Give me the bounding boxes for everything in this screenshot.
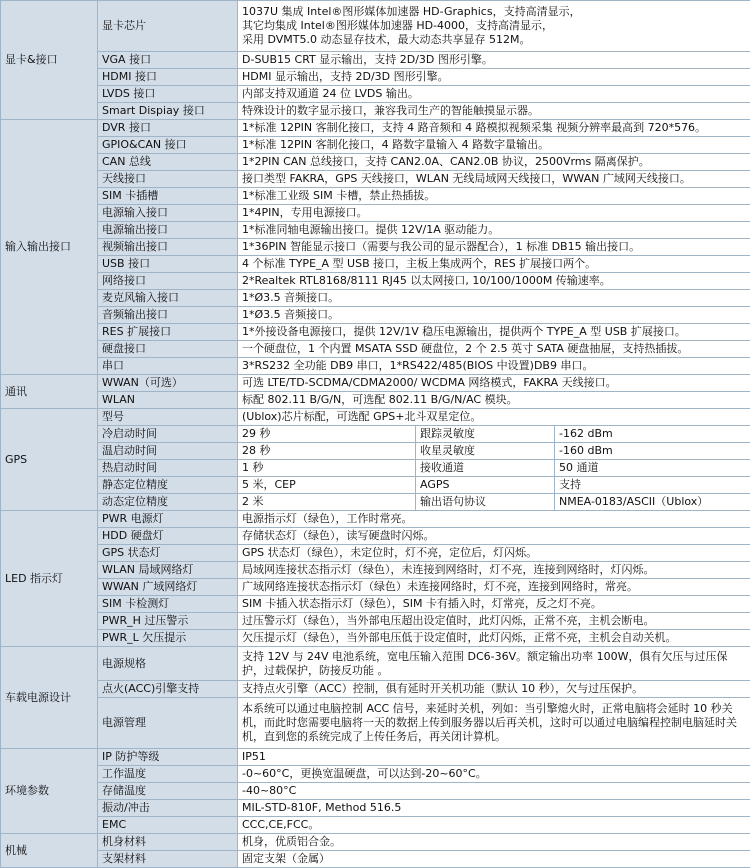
table-row <box>1 528 750 545</box>
table-row <box>1 69 750 86</box>
spec-label: 工作温度 <box>98 766 238 783</box>
spec-label: 热启动时间 <box>98 460 238 477</box>
spec-label: WWAN 广域网络灯 <box>98 579 238 596</box>
spec-value: 1*Ø3.5 音频接口。 <box>238 290 750 307</box>
table-row <box>1 681 750 698</box>
spec-value: 存储状态灯（绿色），读写硬盘时闪烁。 <box>238 528 750 545</box>
table-row <box>1 256 750 273</box>
spec-value: 1*Ø3.5 音频接口。 <box>238 307 750 324</box>
spec-label: 网络接口 <box>98 273 238 290</box>
spec-label: 支架材料 <box>98 851 238 868</box>
table-row <box>1 851 750 868</box>
table-row <box>1 324 750 341</box>
spec-value: 1*标准 12PIN 客制化接口，支持 4 路音频和 4 路模拟视频采集 视频分辨率最高到 720*576。 <box>238 120 750 137</box>
spec-value: 4 个标准 TYPE_A 型 USB 接口，主板上集成两个，RES 扩展接口两个。 <box>238 256 750 273</box>
spec-label: 串口 <box>98 358 238 375</box>
spec-value: 支持 12V 与 24V 电池系统，宽电压输入范围 DC6-36V。额定输出功率 100W，俱有欠压与过压保护，过载保护，防接反功能 。 <box>238 647 750 681</box>
spec-value: -0~60°C，更换宽温硬盘，可以达到-20~60°C。 <box>238 766 750 783</box>
spec-value: D-SUB15 CRT 显示输出，支持 2D/3D 图形引擎。 <box>238 52 750 69</box>
spec-value: 可选 LTE/TD-SCDMA/CDMA2000/ WCDMA 网络模式，FAKRA 天线接口。 <box>238 375 750 392</box>
spec-label: 型号 <box>98 409 238 426</box>
value-line: 采用 DVMT5.0 动态显存技术，最大动态共享显存 512M。 <box>242 33 746 47</box>
category-cell: 通讯 <box>1 375 98 409</box>
table-row <box>1 273 750 290</box>
spec-label: 显卡芯片 <box>98 1 238 52</box>
table-row <box>1 749 750 766</box>
spec-label: PWR_H 过压警示 <box>98 613 238 630</box>
spec-label-secondary: 输出语句协议 <box>416 494 555 511</box>
spec-value: 一个硬盘位，1 个内置 MSATA SSD 硬盘位，2 个 2.5 英寸 SATA 硬盘抽屉，支持热插拔。 <box>238 341 750 358</box>
spec-label-secondary: 收星灵敏度 <box>416 443 555 460</box>
table-row <box>1 341 750 358</box>
spec-label: SIM 卡插槽 <box>98 188 238 205</box>
spec-label: GPS 状态灯 <box>98 545 238 562</box>
spec-label: 音频输出接口 <box>98 307 238 324</box>
spec-label: WWAN（可选） <box>98 375 238 392</box>
spec-label: 电源输入接口 <box>98 205 238 222</box>
table-row <box>1 392 750 409</box>
table-row <box>1 307 750 324</box>
spec-label: Smart Dispiay 接口 <box>98 103 238 120</box>
table-row <box>1 290 750 307</box>
spec-label: USB 接口 <box>98 256 238 273</box>
spec-label: 静态定位精度 <box>98 477 238 494</box>
table-row <box>1 834 750 851</box>
table-row <box>1 103 750 120</box>
spec-label: SIM 卡检测灯 <box>98 596 238 613</box>
spec-label-secondary: AGPS <box>416 477 555 494</box>
spec-value: -40~80°C <box>238 783 750 800</box>
spec-label: 存储温度 <box>98 783 238 800</box>
spec-label: HDD 硬盘灯 <box>98 528 238 545</box>
category-cell: 环境参数 <box>1 749 98 834</box>
spec-value: 1*标准工业级 SIM 卡槽，禁止热插拔。 <box>238 188 750 205</box>
spec-label: 麦克风输入接口 <box>98 290 238 307</box>
table-row <box>1 613 750 630</box>
table-row <box>1 511 750 528</box>
table-row <box>1 477 750 494</box>
spec-label: VGA 接口 <box>98 52 238 69</box>
spec-value: 1 秒 <box>238 460 416 477</box>
spec-value-secondary: -160 dBm <box>555 443 750 460</box>
spec-label: 电源输出接口 <box>98 222 238 239</box>
spec-value: 支持点火引擎（ACC）控制，俱有延时开关机功能（默认 10 秒），欠与过压保护。 <box>238 681 750 698</box>
table-row <box>1 375 750 392</box>
table-row <box>1 120 750 137</box>
spec-label: 机身材料 <box>98 834 238 851</box>
table-row <box>1 222 750 239</box>
spec-label: LVDS 接口 <box>98 86 238 103</box>
table-row <box>1 698 750 749</box>
table-row <box>1 443 750 460</box>
spec-label: 振动/冲击 <box>98 800 238 817</box>
spec-value: 1*4PIN，专用电源接口。 <box>238 205 750 222</box>
spec-label: 冷启动时间 <box>98 426 238 443</box>
table-row <box>1 188 750 205</box>
spec-value: 内部支持双通道 24 位 LVDS 输出。 <box>238 86 750 103</box>
category-cell: LED 指示灯 <box>1 511 98 647</box>
table-row <box>1 52 750 69</box>
spec-value: 1*外接设备电源接口，提供 12V/1V 稳压电源输出，提供两个 TYPE_A 型 USB 扩展接口。 <box>238 324 750 341</box>
table-row <box>1 817 750 834</box>
spec-value: 1*标准同轴电源输出接口。提供 12V/1A 驱动能力。 <box>238 222 750 239</box>
value-line: 1037U 集成 Intel®图形媒体加速器 HD-Graphics，支持高清显示， <box>242 5 746 19</box>
table-row <box>1 137 750 154</box>
spec-label: PWR_L 欠压提示 <box>98 630 238 647</box>
spec-value: SIM 卡插入状态指示灯（绿色），SIM 卡有插入时，灯常亮，反之灯不亮。 <box>238 596 750 613</box>
spec-value-secondary: -162 dBm <box>555 426 750 443</box>
spec-value-secondary: 支持 <box>555 477 750 494</box>
spec-value: 过压警示灯（绿色），当外部电压超出设定值时，此灯闪烁，正常不亮，主机会断电。 <box>238 613 750 630</box>
spec-value: 电源指示灯（绿色），工作时常亮。 <box>238 511 750 528</box>
spec-value: 1*36PIN 智能显示接口（需要与我公司的显示器配合），1 标准 DB15 输出接口。 <box>238 239 750 256</box>
spec-value: IP51 <box>238 749 750 766</box>
table-row <box>1 460 750 477</box>
spec-value: 标配 802.11 B/G/N，可选配 802.11 B/G/N/AC 模块。 <box>238 392 750 409</box>
spec-label-secondary: 接收通道 <box>416 460 555 477</box>
spec-value: 2 米 <box>238 494 416 511</box>
spec-value: 28 秒 <box>238 443 416 460</box>
table-row <box>1 426 750 443</box>
spec-value: 接口类型 FAKRA，GPS 天线接口，WLAN 无线局域网天线接口，WWAN 广域网天线接口。 <box>238 171 750 188</box>
spec-label: 硬盘接口 <box>98 341 238 358</box>
table-row <box>1 783 750 800</box>
table-row <box>1 205 750 222</box>
table-row <box>1 494 750 511</box>
spec-value: 固定支架（金属） <box>238 851 750 868</box>
spec-label: CAN 总线 <box>98 154 238 171</box>
spec-value: 机身，优质铝合金。 <box>238 834 750 851</box>
table-row <box>1 800 750 817</box>
spec-label: GPIO&CAN 接口 <box>98 137 238 154</box>
table-row <box>1 154 750 171</box>
spec-value: 3*RS232 全功能 DB9 串口，1*RS422/485(BIOS 中设置)DB9 串口。 <box>238 358 750 375</box>
table-row <box>1 562 750 579</box>
spec-value: 局域网连接状态指示灯（绿色），未连接到网络时，灯不亮，连接到网络时，灯闪烁。 <box>238 562 750 579</box>
spec-label: 视频输出接口 <box>98 239 238 256</box>
spec-label: WLAN 局域网络灯 <box>98 562 238 579</box>
table-row <box>1 358 750 375</box>
spec-value: HDMI 显示输出，支持 2D/3D 图形引擎。 <box>238 69 750 86</box>
spec-value <box>238 1 750 52</box>
spec-label: IP 防护等级 <box>98 749 238 766</box>
spec-value-secondary: NMEA-0183/ASCII（Ublox） <box>555 494 750 511</box>
table-row <box>1 596 750 613</box>
spec-label: WLAN <box>98 392 238 409</box>
category-cell: 显卡&接口 <box>1 1 98 120</box>
spec-label: 天线接口 <box>98 171 238 188</box>
spec-label: 点火(ACC)引擎支持 <box>98 681 238 698</box>
spec-label: RES 扩展接口 <box>98 324 238 341</box>
table-row <box>1 647 750 681</box>
spec-label: PWR 电源灯 <box>98 511 238 528</box>
spec-value: 1*2PIN CAN 总线接口，支持 CAN2.0A、CAN2.0B 协议，2500Vrms 隔离保护。 <box>238 154 750 171</box>
category-cell: GPS <box>1 409 98 511</box>
table-row <box>1 630 750 647</box>
spec-value: 欠压提示灯（绿色），当外部电压低于设定值时，此灯闪烁，正常不亮，主机会自动关机。 <box>238 630 750 647</box>
spec-value: 5 米，CEP <box>238 477 416 494</box>
spec-value: 广域网络连接状态指示灯（绿色）未连接网络时，灯不亮，连接到网络时，常亮。 <box>238 579 750 596</box>
spec-value-secondary: 50 通道 <box>555 460 750 477</box>
spec-label: 电源规格 <box>98 647 238 681</box>
category-cell: 机械 <box>1 834 98 868</box>
spec-label: 电源管理 <box>98 698 238 749</box>
spec-label: DVR 接口 <box>98 120 238 137</box>
table-row <box>1 766 750 783</box>
spec-value: 1*标准 12PIN 客制化接口，4 路数字量输入 4 路数字量输出。 <box>238 137 750 154</box>
spec-value: 2*Realtek RTL8168/8111 RJ45 以太网接口, 10/100/1000M 传输速率。 <box>238 273 750 290</box>
table-row <box>1 171 750 188</box>
value-line: 其它均集成 Intel®图形媒体加速器 HD-4000，支持高清显示， <box>242 19 746 33</box>
spec-label: 动态定位精度 <box>98 494 238 511</box>
spec-value: 特殊设计的数字显示接口，兼容我司生产的智能触摸显示器。 <box>238 103 750 120</box>
spec-value: (Ublox)芯片标配，可选配 GPS+北斗双星定位。 <box>238 409 750 426</box>
spec-label: 温启动时间 <box>98 443 238 460</box>
spec-value: MIL-STD-810F, Method 516.5 <box>238 800 750 817</box>
table-row <box>1 579 750 596</box>
table-row <box>1 1 750 52</box>
table-row <box>1 545 750 562</box>
spec-label: EMC <box>98 817 238 834</box>
table-row <box>1 409 750 426</box>
table-row <box>1 86 750 103</box>
spec-value: CCC,CE,FCC。 <box>238 817 750 834</box>
category-cell: 输入输出接口 <box>1 120 98 375</box>
category-cell: 车载电源设计 <box>1 647 98 749</box>
spec-value: GPS 状态灯（绿色），未定位时，灯不亮，定位后，灯闪烁。 <box>238 545 750 562</box>
table-row <box>1 239 750 256</box>
spec-label-secondary: 跟踪灵敏度 <box>416 426 555 443</box>
spec-label: HDMI 接口 <box>98 69 238 86</box>
spec-value: 29 秒 <box>238 426 416 443</box>
spec-value: 本系统可以通过电脑控制 ACC 信号，来延时关机，列如：当引擎熄火时，正常电脑将会延时 10 秒关机，而此时您需要电脑将一天的数据上传到服务器以后再关机，这时可以通过电脑编程控制电脑延时关机，直到您的系统完成了上传任务后，再关闭计算机。 <box>238 698 750 749</box>
